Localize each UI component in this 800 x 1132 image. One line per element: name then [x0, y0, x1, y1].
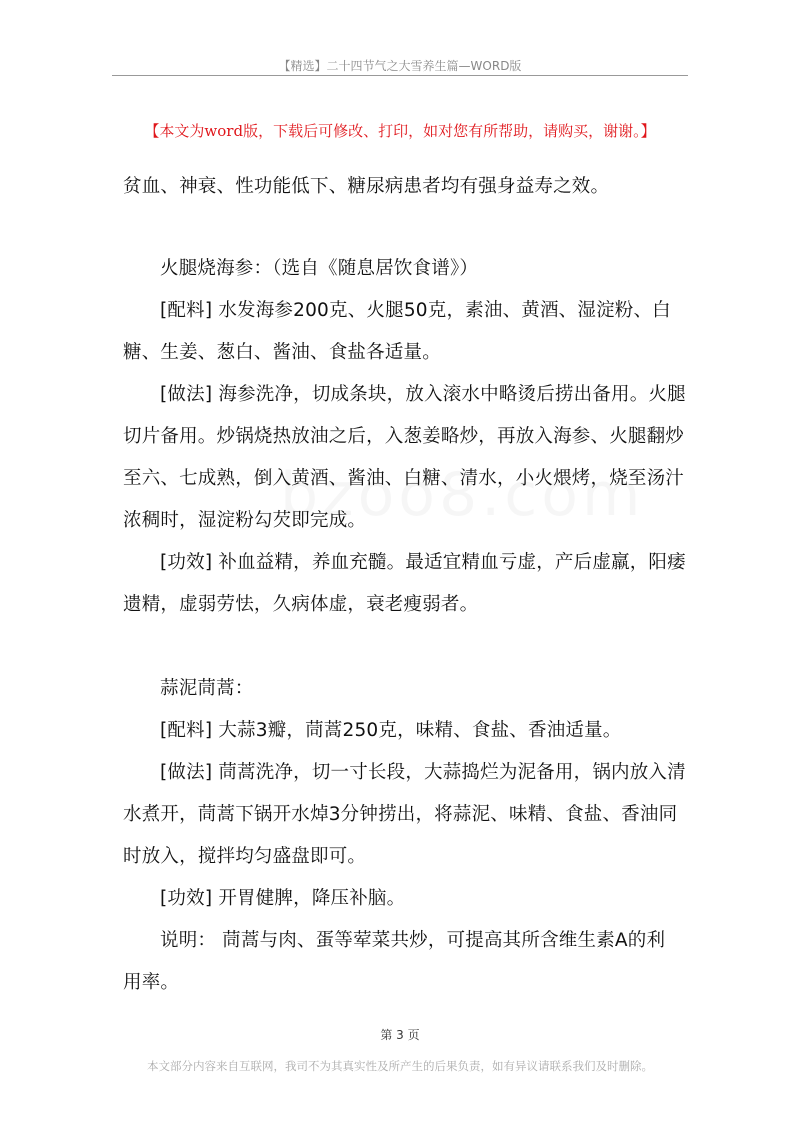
page-number: 第 3 页: [380, 1028, 420, 1042]
paragraph-line: 说明： 茼蒿与肉、蛋等荤菜共炒，可提高其所含维生素A的利: [160, 930, 666, 951]
recipe-title: 火腿烧海参：（选自《随息居饮食谱》）: [160, 258, 479, 279]
paragraph-line: [做法] 茼蒿洗净，切一寸长段，大蒜捣烂为泥备用，锅内放入清: [160, 762, 686, 783]
paragraph-line: 遗精，虚弱劳怯，久病体虚，衰老瘦弱者。: [123, 594, 479, 615]
purchase-notice: 【本文为word版，下载后可修改、打印，如对您有所帮助，请购买，谢谢。】: [144, 122, 656, 140]
page-footer: 本文部分内容来自互联网，我司不为其真实性及所产生的后果负责，如有异议请联系我们及时删除。: [147, 1059, 653, 1073]
paragraph-line: 浓稠时，湿淀粉勾芡即完成。: [123, 510, 367, 531]
paragraph-line: [功效] 开胃健脾，降压补脑。: [160, 888, 406, 909]
paragraph-line: 用率。: [123, 972, 180, 993]
paragraph-line: 糖、生姜、葱白、酱油、食盐各适量。: [123, 342, 441, 363]
paragraph-line: [配料] 大蒜3瓣，茼蒿250克，味精、食盐、香油适量。: [160, 720, 622, 741]
page-header: 【精选】二十四节气之大雪养生篇—WORD版: [278, 59, 522, 73]
paragraph-line: 切片备用。炒锅烧热放油之后，入葱姜略炒，再放入海参、火腿翻炒: [123, 426, 685, 447]
paragraph-line: [配料] 水发海参200克、火腿50克，素油、黄酒、湿淀粉、白: [160, 300, 671, 321]
header-divider: [112, 75, 688, 76]
paragraph-line: [做法] 海参洗净，切成条块，放入滚水中略烫后捞出备用。火腿: [160, 384, 686, 405]
paragraph-line: 至六、七成熟，倒入黄酒、酱油、白糖、清水，小火煨烤，烧至汤汁: [123, 468, 685, 489]
paragraph-line: [功效] 补血益精，养血充髓。最适宜精血亏虚，产后虚羸，阳痿: [160, 552, 686, 573]
paragraph-line: 水煮开，茼蒿下锅开水焯3分钟捞出，将蒜泥、味精、食盐、香油同: [123, 804, 678, 825]
paragraph-line: 贫血、神衰、性功能低下、糖尿病患者均有强身益寿之效。: [123, 176, 610, 197]
paragraph-line: 时放入，搅拌均匀盛盘即可。: [123, 846, 367, 867]
recipe-title: 蒜泥茼蒿：: [160, 678, 254, 699]
